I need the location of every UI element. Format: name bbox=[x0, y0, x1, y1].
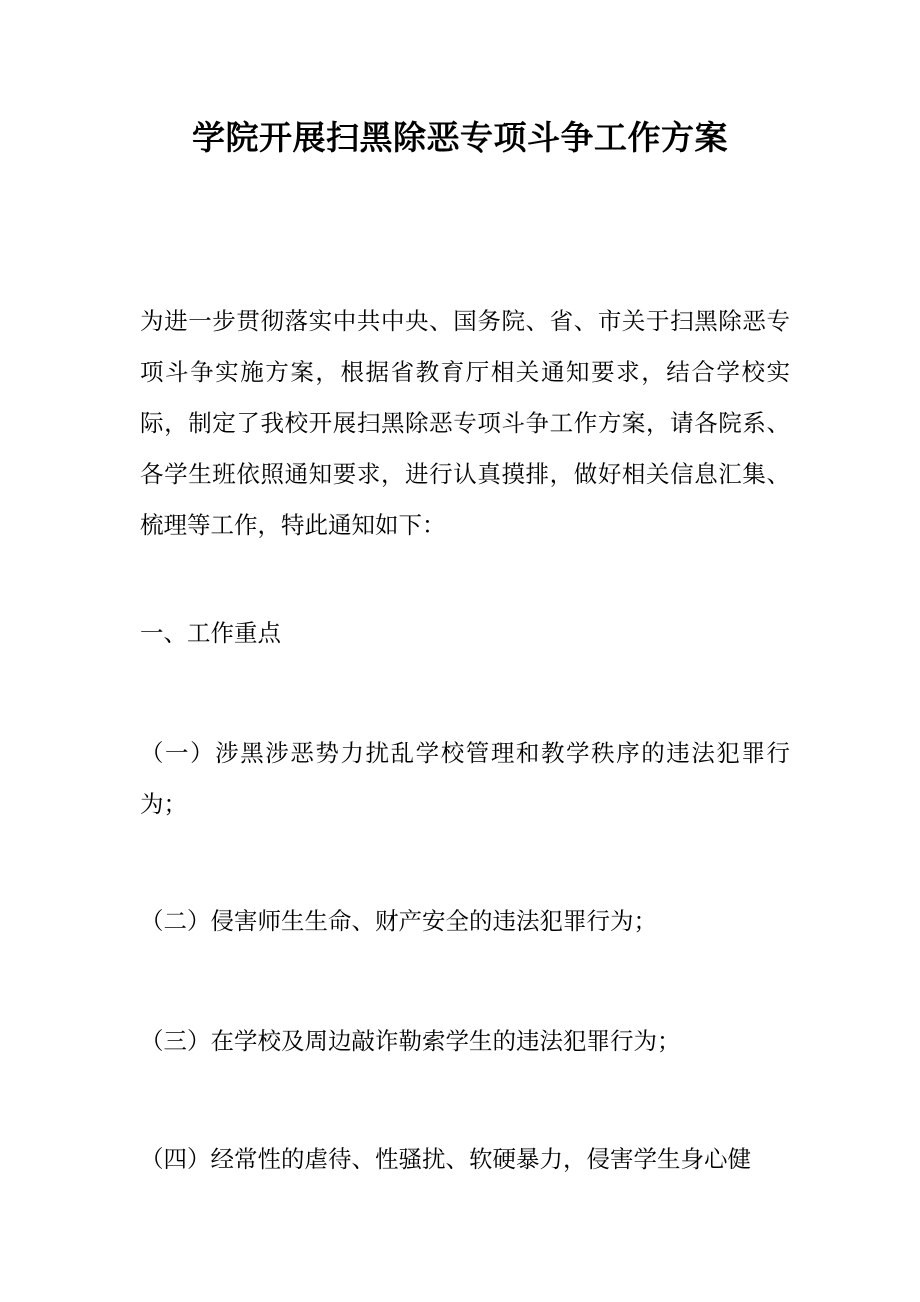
list-item: （三）在学校及周边敲诈勒索学生的违法犯罪行为； bbox=[140, 1027, 681, 1055]
list-item: （一）涉黑涉恶势力扰乱学校管理和教学秩序的违法犯罪行为； bbox=[140, 739, 790, 818]
intro-paragraph: 为进一步贯彻落实中共中央、国务院、省、市关于扫黑除恶专项斗争实施方案，根据省教育厅相关通知要求，结合学校实际，制定了我校开展扫黑除恶专项斗争工作方案，请各院系、各学生班依照通知要求，进行认真摸排，做好相关信息汇集、梳理等工作，特此通知如下： bbox=[140, 307, 790, 539]
document-title: 学院开展扫黑除恶专项斗争工作方案 bbox=[192, 118, 728, 157]
list-item: （二）侵害师生生命、财产安全的违法犯罪行为； bbox=[140, 907, 657, 935]
list-item: （四）经常性的虐待、性骚扰、软硬暴力，侵害学生身心健 bbox=[140, 1145, 751, 1173]
section-heading-work-focus: 一、工作重点 bbox=[140, 619, 281, 647]
